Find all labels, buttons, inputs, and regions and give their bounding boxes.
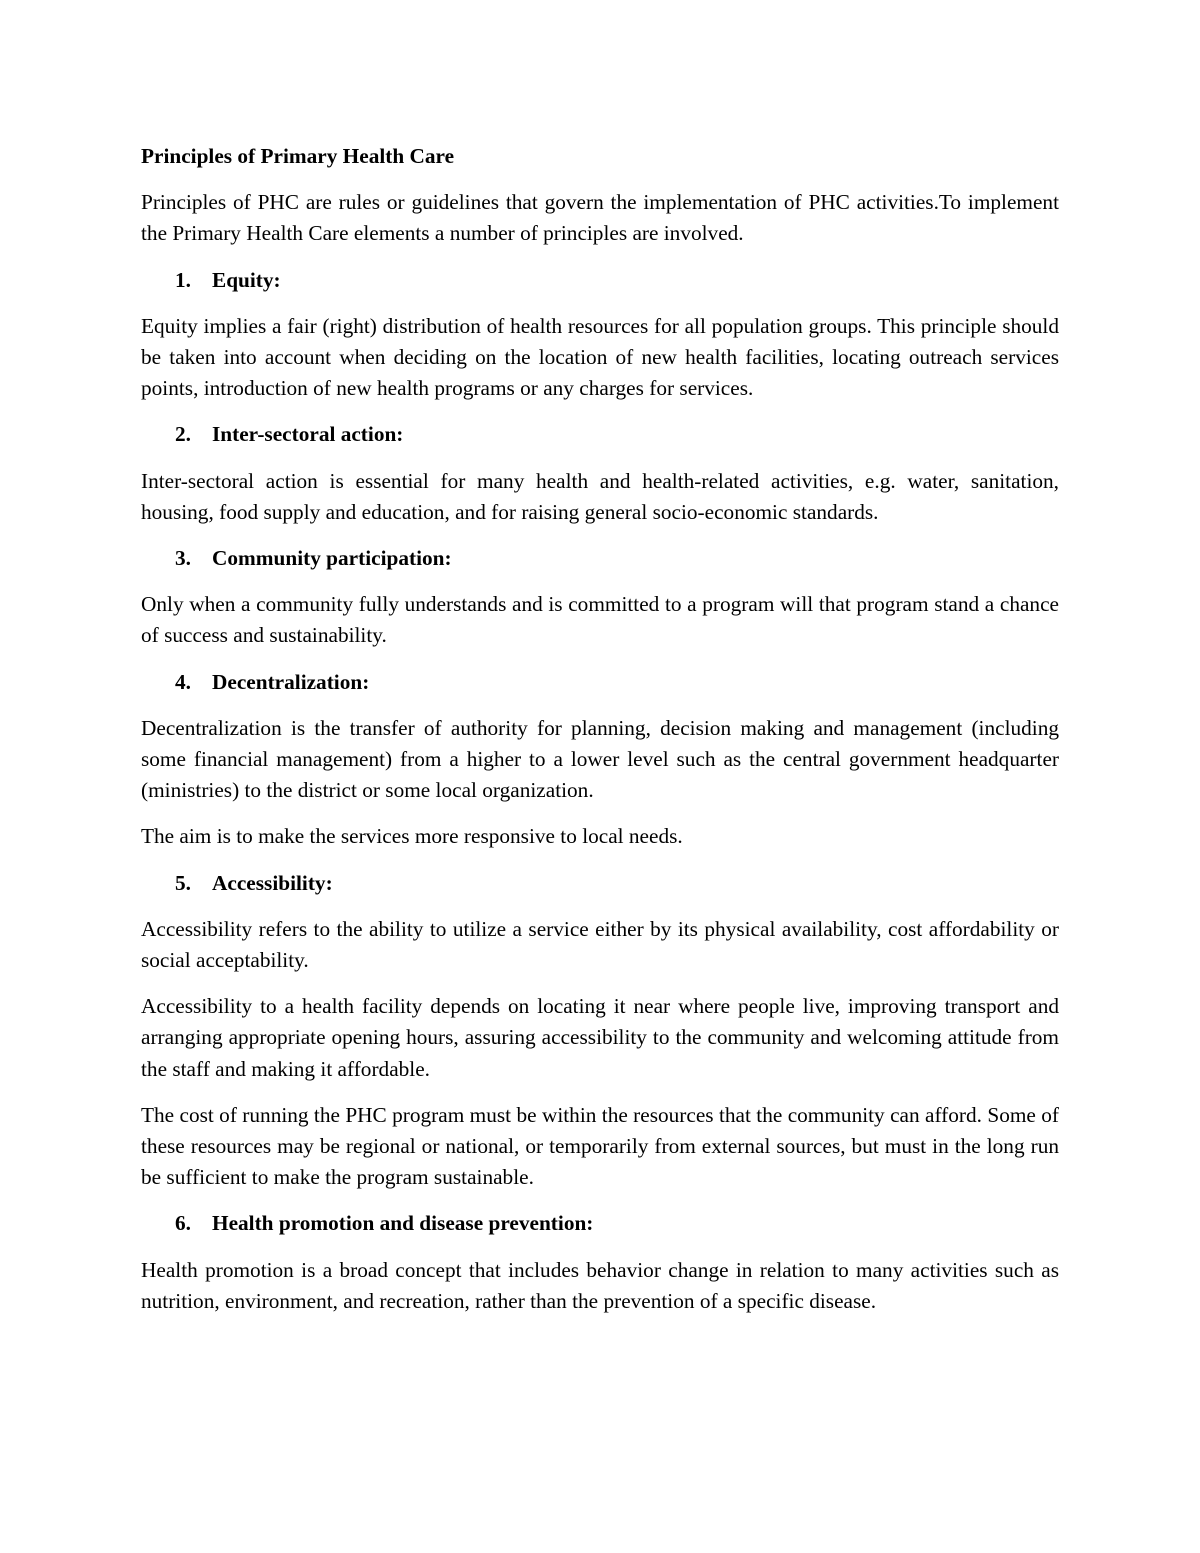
decentralization-aim-paragraph: The aim is to make the services more responsive to local needs. <box>141 824 683 849</box>
section-number: 1. <box>175 267 191 292</box>
section-heading-inter-sectoral-action <box>141 419 1059 450</box>
section-title: Community participation: <box>212 546 452 571</box>
section-number: 5. <box>175 870 191 895</box>
section-number: 3. <box>175 546 191 571</box>
section-title: Inter-sectoral action: <box>212 422 404 447</box>
section-number: 6. <box>175 1211 191 1236</box>
document-page <box>141 141 1059 1332</box>
community-participation-paragraph: Only when a community fully understands and is committed to a program will that program stand a chance of success and sustainability. <box>141 592 1059 648</box>
section-heading-decentralization <box>141 667 1059 698</box>
accessibility-definition-paragraph: Accessibility refers to the ability to utilize a service either by its physical availability, cost affordability or social acceptability. <box>141 916 1059 973</box>
decentralization-paragraph: Decentralization is the transfer of authority for planning, decision making and management (including some financial management) from a higher to a lower level such as the central government headquarter (ministries) to the district or some local organization. <box>141 715 1059 803</box>
accessibility-cost-paragraph: The cost of running the PHC program must be within the resources that the community can afford. Some of these resources may be regional or national, or temporarily from external sources, but must in the long run be sufficient to make the program sustainable. <box>141 1102 1059 1190</box>
section-heading-community-participation <box>141 543 1059 574</box>
section-heading-equity <box>141 265 1059 296</box>
section-number: 4. <box>175 669 191 694</box>
accessibility-facility-paragraph: Accessibility to a health facility depends on locating it near where people live, improving transport and arranging appropriate opening hours, assuring accessibility to the community and welcoming attitude from the staff and making it affordable. <box>141 994 1059 1081</box>
health-promotion-paragraph: Health promotion is a broad concept that includes behavior change in relation to many activities such as nutrition, environment, and recreation, rather than the prevention of a specific disease. <box>141 1257 1059 1313</box>
section-title: Health promotion and disease prevention: <box>212 1211 594 1236</box>
section-heading-accessibility <box>141 868 1059 899</box>
section-heading-health-promotion <box>141 1208 1059 1239</box>
intro-paragraph: Principles of PHC are rules or guidelines that govern the implementation of PHC activities.To implement the Primary Health Care elements a number of principles are involved. <box>141 190 1059 246</box>
document-title: Principles of Primary Health Care <box>141 144 455 168</box>
section-title: Decentralization: <box>212 669 370 694</box>
equity-paragraph: Equity implies a fair (right) distribution of health resources for all population groups. This principle should be taken into account when deciding on the location of new health facilities, locating outreach services points, introduction of new health programs or any charges for services. <box>141 313 1059 401</box>
section-title: Accessibility: <box>212 870 333 895</box>
inter-sectoral-paragraph: Inter-sectoral action is essential for many health and health-related activities, e.g. water, sanitation, housing, food supply and education, and for raising general socio-economic standards. <box>141 468 1059 524</box>
section-number: 2. <box>175 422 191 447</box>
section-title: Equity: <box>212 267 281 292</box>
